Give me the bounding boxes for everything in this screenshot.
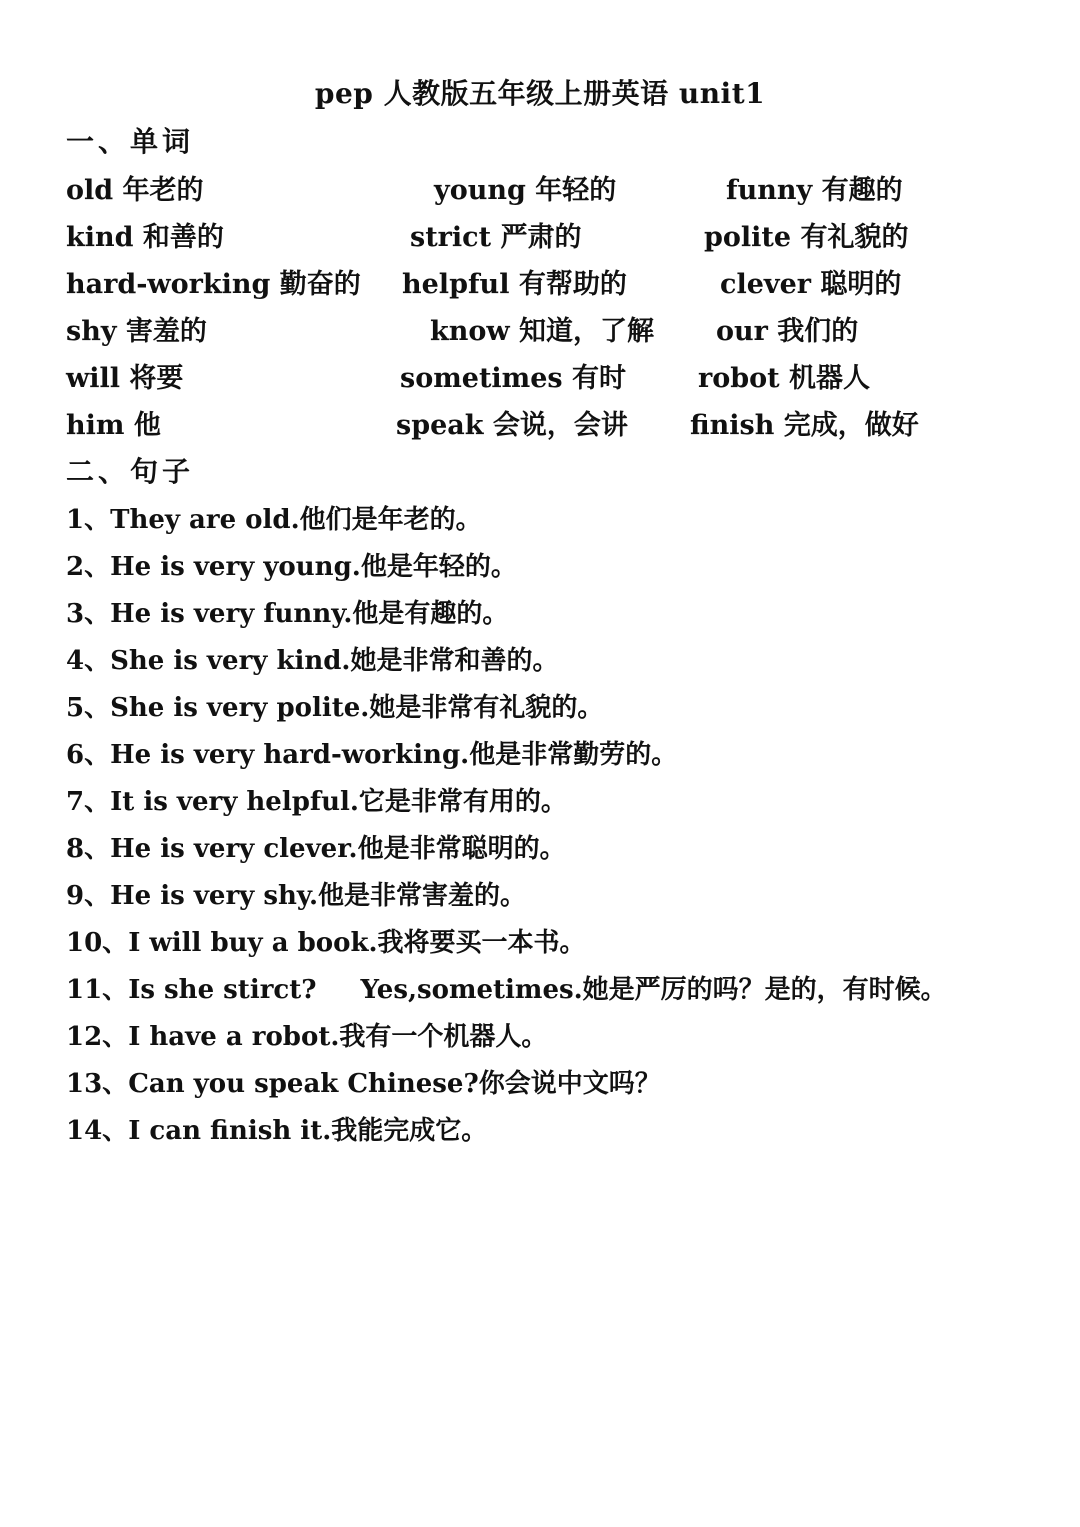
list-number: 3、 <box>66 599 111 629</box>
vocab-item: clever 聪明的 <box>720 269 902 300</box>
list-item <box>66 781 567 818</box>
sentence-text: They are old.他们是年老的。 <box>110 505 482 535</box>
vocab-item: young 年轻的 <box>434 175 617 206</box>
sentence-text: It is very helpful.它是非常有用的。 <box>110 787 567 817</box>
vocab-item: helpful 有帮助的 <box>402 269 627 300</box>
sentence-text: Yes,sometimes.她是严厉的吗？是的，有时候。 <box>360 975 947 1005</box>
list-item <box>66 1063 661 1100</box>
vocab-item: old 年老的 <box>66 175 204 206</box>
list-number: 4、 <box>66 646 111 676</box>
list-item <box>66 1016 547 1053</box>
list-number: 9、 <box>66 881 111 911</box>
sentence-text: He is very hard-working.他是非常勤劳的。 <box>110 740 678 770</box>
vocab-item: finish 完成，做好 <box>690 410 919 441</box>
sentence-text: He is very clever.他是非常聪明的。 <box>110 834 566 864</box>
sentence-text: He is very shy.他是非常害羞的。 <box>110 881 527 911</box>
list-number: 6、 <box>66 740 111 770</box>
sentence-text: I have a robot.我有一个机器人。 <box>128 1022 548 1052</box>
list-item <box>66 969 947 1006</box>
vocab-item: speak 会说，会讲 <box>396 410 628 441</box>
list-item <box>66 828 566 865</box>
vocab-item: hard-working 勤奋的 <box>66 269 361 300</box>
list-number: 5、 <box>66 693 111 723</box>
list-item <box>66 640 558 677</box>
list-number: 10、 <box>66 928 129 958</box>
sentence-text: She is very kind.她是非常和善的。 <box>110 646 559 676</box>
vocab-item: strict 严肃的 <box>410 222 582 253</box>
list-item <box>66 593 508 630</box>
vocab-item: know 知道，了解 <box>430 316 654 347</box>
vocab-item: polite 有礼貌的 <box>704 222 909 253</box>
list-item <box>66 499 482 536</box>
vocab-item: funny 有趣的 <box>726 175 903 206</box>
sentence-text: I will buy a book.我将要买一本书。 <box>128 928 586 958</box>
vocab-item: robot 机器人 <box>698 363 870 394</box>
list-item <box>66 875 526 912</box>
list-number: 2、 <box>66 552 111 582</box>
list-item <box>66 922 586 959</box>
page-title: pep 人教版五年级上册英语 unit1 <box>314 77 766 110</box>
list-number: 7、 <box>66 787 111 817</box>
vocab-section-heading: 一、单词 <box>66 125 195 158</box>
list-number: 12、 <box>66 1022 129 1052</box>
list-number: 13、 <box>66 1069 129 1099</box>
list-item <box>66 546 517 583</box>
vocab-item: shy 害羞的 <box>66 316 207 347</box>
vocab-item: him 他 <box>66 410 161 441</box>
sentence-text: Is she stirct? <box>128 975 317 1005</box>
sentence-text: He is very funny.他是有趣的。 <box>110 599 509 629</box>
list-item <box>66 1110 487 1147</box>
vocab-item: our 我们的 <box>716 316 859 347</box>
list-item <box>66 734 677 771</box>
list-number: 8、 <box>66 834 111 864</box>
vocab-item: will 将要 <box>66 363 184 394</box>
list-number: 11、 <box>66 975 129 1005</box>
vocab-item: sometimes 有时 <box>400 363 627 394</box>
list-item <box>66 687 603 724</box>
sentence-text: She is very polite.她是非常有礼貌的。 <box>110 693 604 723</box>
sentence-text: Can you speak Chinese?你会说中文吗？ <box>128 1069 661 1099</box>
sentences-section-heading: 二、句子 <box>66 455 195 488</box>
sentence-text: I can finish it.我能完成它。 <box>128 1116 488 1146</box>
sentence-text: He is very young.他是年轻的。 <box>110 552 517 582</box>
list-number: 14、 <box>66 1116 129 1146</box>
list-number: 1、 <box>66 505 111 535</box>
vocab-item: kind 和善的 <box>66 222 224 253</box>
